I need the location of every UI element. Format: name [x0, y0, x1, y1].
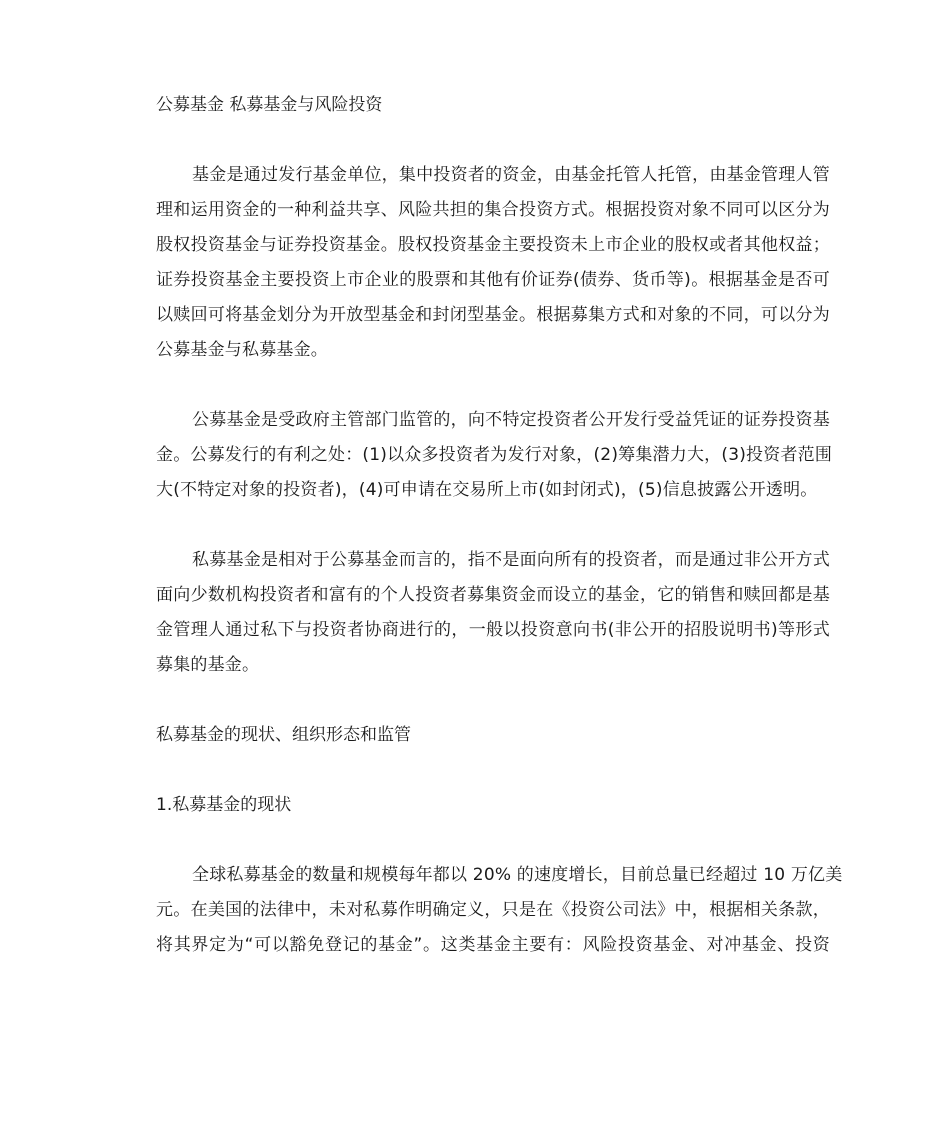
document-page: [120, 88, 843, 963]
paragraph-current-status: [120, 858, 843, 963]
spacer: [120, 508, 830, 543]
paragraph-public-fund: [120, 403, 833, 508]
paragraph-private-fund: [120, 543, 830, 683]
text-line: 基金是通过发行基金单位，集中投资者的资金，由基金托管人托管，由基金管理人管: [192, 165, 830, 185]
text-line: 以赎回可将基金划分为开放型基金和封闭型基金。根据募集方式和对象的不同，可以分为: [156, 305, 830, 325]
paragraph-fund-definition: [120, 158, 830, 368]
spacer: [120, 368, 830, 403]
spacer: [120, 753, 830, 788]
text-line: 元。在美国的法律中，未对私募作明确定义，只是在《投资公司法》中，根据相关条款，: [156, 900, 830, 920]
text-line: 面向少数机构投资者和富有的个人投资者募集资金而设立的基金，它的销售和赎回都是基: [156, 585, 830, 605]
spacer: [120, 123, 830, 158]
section-heading: 私募基金的现状、组织形态和监管: [156, 725, 411, 745]
spacer: [120, 823, 830, 858]
sub-heading: 1.私募基金的现状: [156, 795, 292, 815]
text-line: 公募基金是受政府主管部门监管的，向不特定投资者公开发行受益凭证的证券投资基: [192, 410, 830, 430]
text-line: 全球私募基金的数量和规模每年都以 20% 的速度增长，目前总量已经超过 10 万亿美: [192, 865, 843, 885]
text-line: 金管理人通过私下与投资者协商进行的，一般以投资意向书(非公开的招股说明书)等形式: [156, 620, 830, 640]
text-line: 证券投资基金主要投资上市企业的股票和其他有价证券(债券、货币等)。根据基金是否可: [156, 270, 830, 290]
text-line: 私募基金是相对于公募基金而言的，指不是面向所有的投资者，而是通过非公开方式: [192, 550, 830, 570]
text-line: 将其界定为“可以豁免登记的基金”。这类基金主要有：风险投资基金、对冲基金、投资: [156, 935, 830, 955]
text-line: 股权投资基金与证券投资基金。股权投资基金主要投资未上市企业的股权或者其他权益；: [156, 235, 830, 255]
spacer: [120, 683, 830, 718]
document-title: 公募基金 私募基金与风险投资: [156, 95, 383, 115]
text-line: 大(不特定对象的投资者)，(4)可申请在交易所上市(如封闭式)，(5)信息披露公开透明。: [156, 480, 818, 500]
text-line: 公募基金与私募基金。: [156, 340, 328, 360]
text-line: 金。公募发行的有利之处：(1)以众多投资者为发行对象，(2)筹集潜力大，(3)投资者范围: [156, 445, 833, 465]
text-line: 募集的基金。: [156, 655, 260, 675]
text-line: 理和运用资金的一种利益共享、风险共担的集合投资方式。根据投资对象不同可以区分为: [156, 200, 830, 220]
